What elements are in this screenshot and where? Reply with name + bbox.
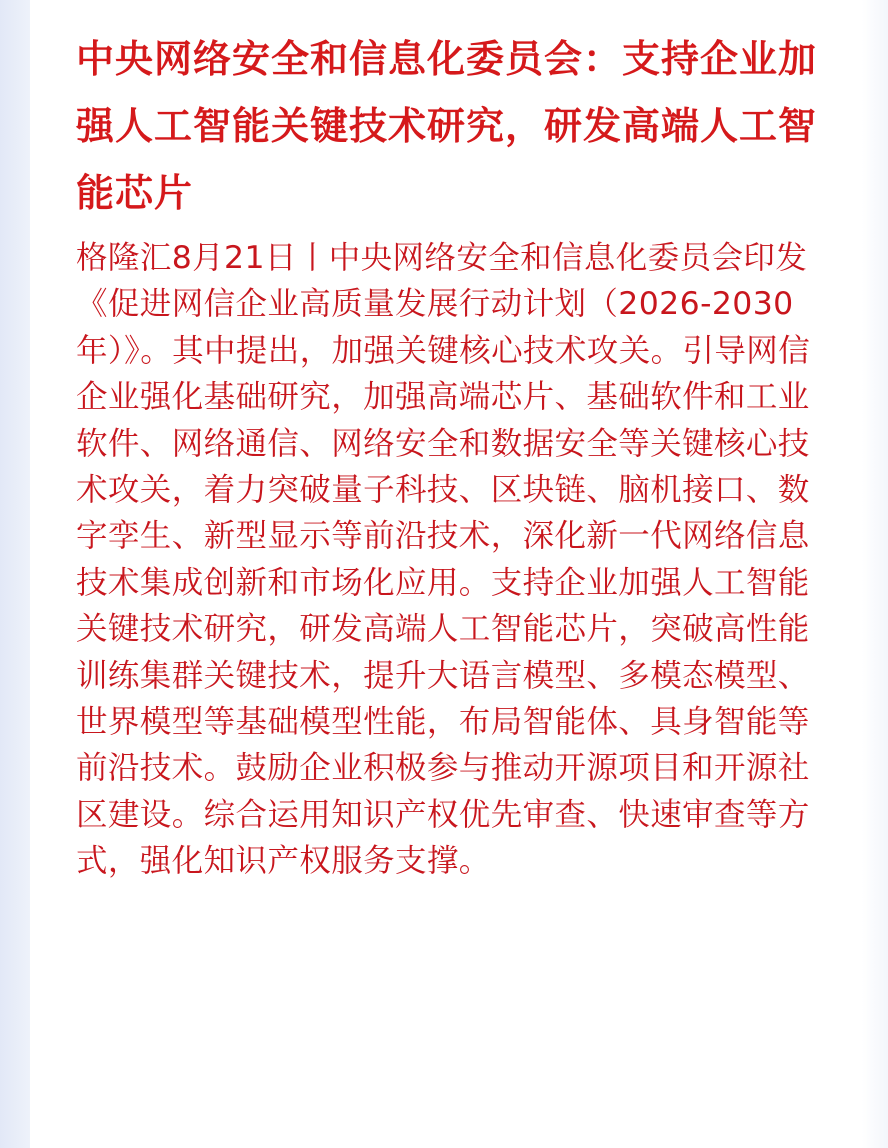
article-title: 中央网络安全和信息化委员会：支持企业加强人工智能关键技术研究，研发高端人工智能芯片	[76, 37, 818, 215]
article-body: 格隆汇8月21日丨中央网络安全和信息化委员会印发《促进网信企业高质量发展行动计划（2026-2030年）》。其中提出，加强关键核心技术攻关。引导网信企业强化基础研究，加强高端芯片、基础软件和工业软件、网络通信、网络安全和数据安全等关键核心技术攻关，着力突破量子科技、区块链、脑机接口、数字孪生、新型显示等前沿技术，深化新一代网络信息技术集成创新和市场化应用。支持企业加强人工智能关键技术研究，研发高端人工智能芯片，突破高性能训练集群关键技术，提升大语言模型、多模态模型、世界模型等基础模型性能，布局智能体、具身智能等前沿技术。鼓励企业积极参与推动开源项目和开源社区建设。综合运用知识产权优先审查、快速审查等方式，强化知识产权服务支撑。	[76, 240, 811, 880]
left-background-strip	[0, 0, 30, 1148]
right-background-strip	[862, 0, 888, 1148]
article-card	[30, 0, 862, 1148]
